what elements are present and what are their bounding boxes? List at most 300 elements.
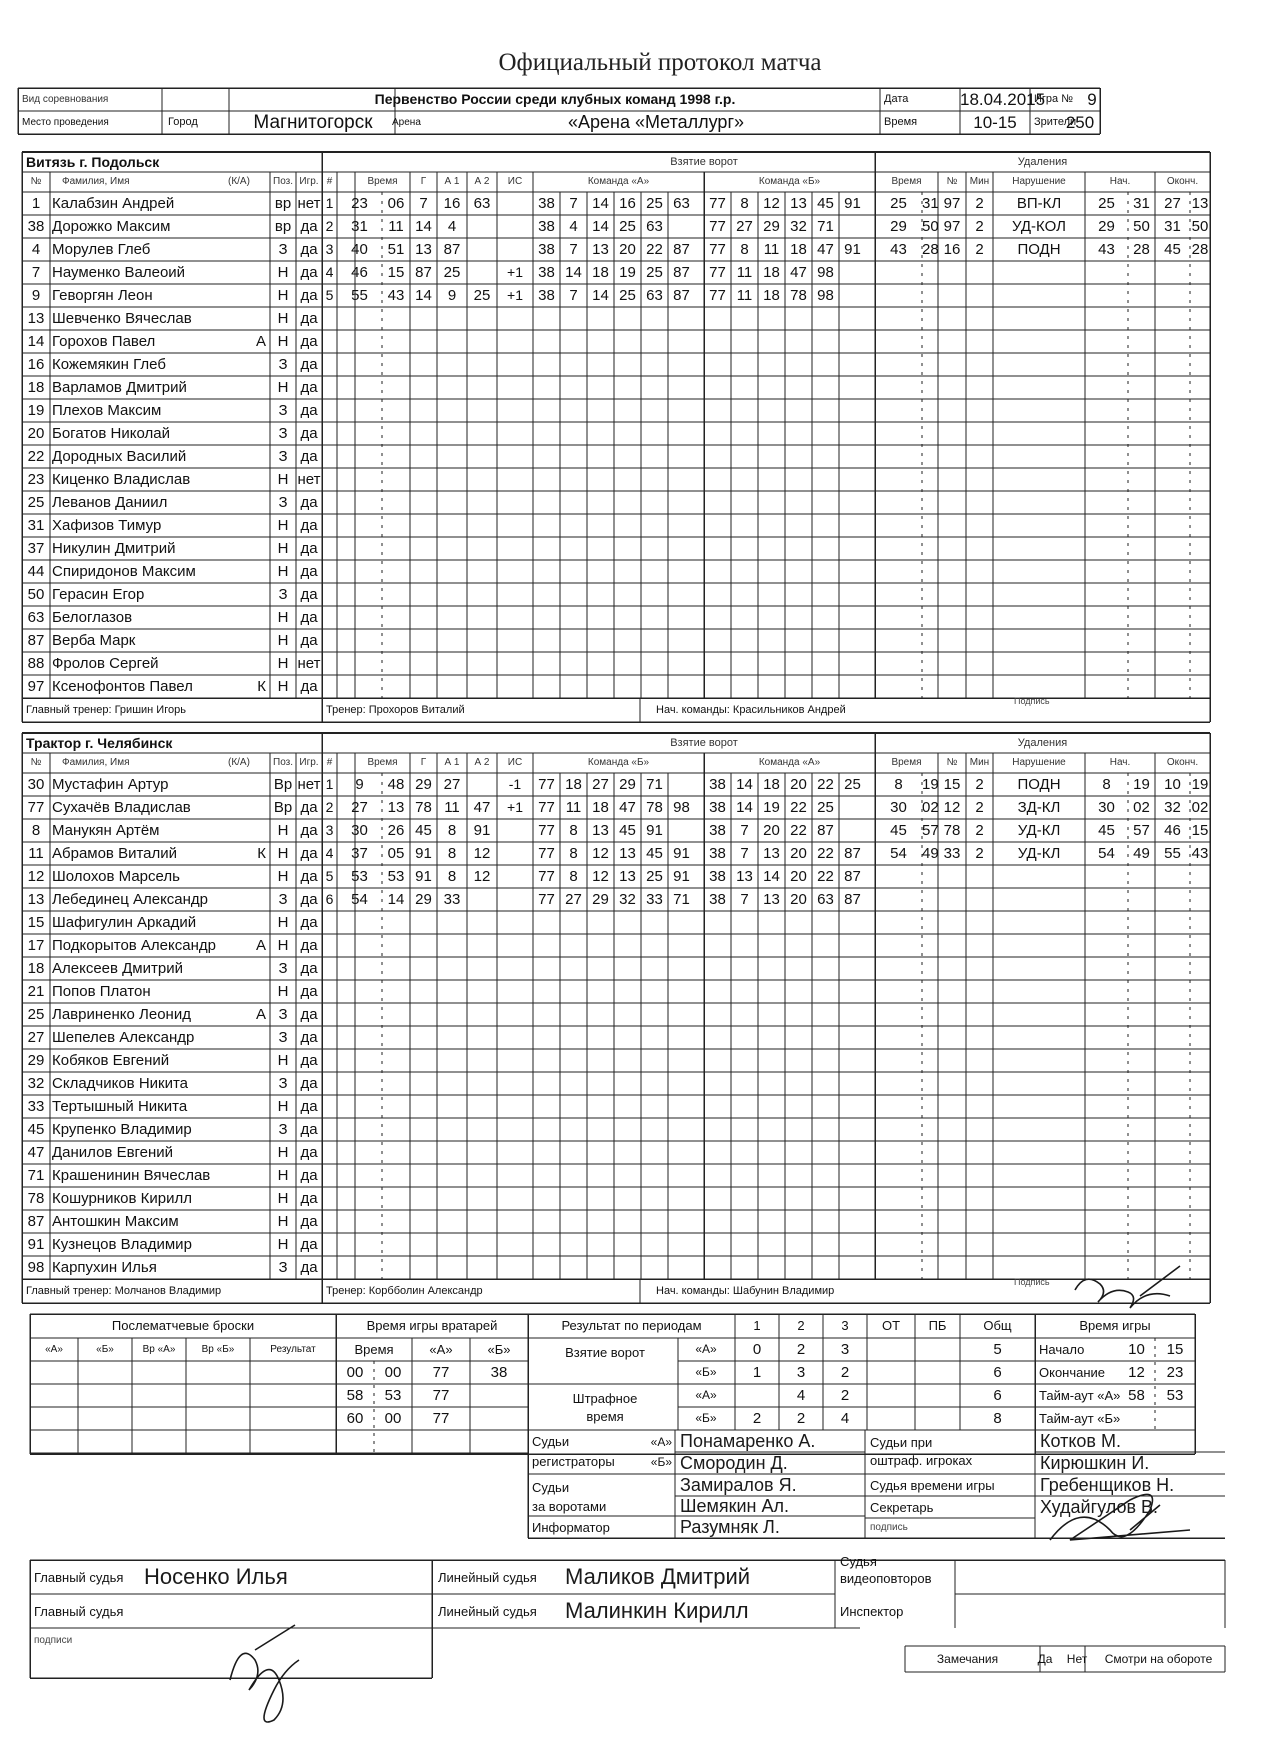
goal-own-on-ice: 18 [565, 776, 582, 793]
goal-opp-on-ice: 11 [763, 241, 780, 258]
penalty-start-second: 49 [1133, 845, 1150, 862]
own-team-lineup-header: Команда «Б» [587, 757, 650, 768]
col-a1-header: А 1 [444, 757, 460, 768]
goal-opp-on-ice: 25 [817, 799, 834, 816]
goal-minute: 46 [351, 264, 368, 281]
period-value [867, 1361, 915, 1384]
goalie-time-a: 77 [432, 1410, 450, 1427]
main-referee-2 [144, 1596, 434, 1626]
period-col-header: 1 [753, 1318, 761, 1333]
inspector-label: Инспектор [840, 1604, 904, 1619]
game-time-label: Начало [1039, 1342, 1085, 1357]
coach: Тренер: Корбболин Александр [326, 1285, 483, 1297]
col-pen-num-header: № [946, 757, 958, 768]
player-name: Горохов Павел [52, 333, 156, 350]
player-name: Данилов Евгений [52, 1144, 174, 1161]
player-played: нет [297, 776, 321, 793]
player-number: 17 [27, 937, 45, 954]
penalty-end-minute: 45 [1164, 241, 1181, 258]
goal-own-on-ice: 77 [538, 822, 555, 839]
player-captain-mark [232, 957, 266, 980]
col-pen-start-header: Нач. [1109, 757, 1131, 768]
penalty-second: 49 [922, 845, 939, 862]
goal-opp-on-ice: 18 [763, 287, 780, 304]
player-position: Н [277, 264, 289, 281]
informer-label: Информатор [532, 1520, 610, 1535]
goal-opp-on-ice: 32 [790, 218, 807, 235]
penalty-end-second: 50 [1191, 218, 1209, 235]
penalty-start-second: 50 [1133, 218, 1150, 235]
goalie-time-minute: 60 [346, 1410, 364, 1427]
game-time-second: 53 [1166, 1387, 1184, 1404]
player-captain-mark [232, 911, 266, 934]
player-played: да [300, 822, 318, 839]
main-referee-1: Носенко Илья [144, 1564, 288, 1589]
game-no-value: 9 [1087, 90, 1097, 109]
col-a2-header: А 2 [474, 757, 490, 768]
goal-own-on-ice: 77 [538, 868, 555, 885]
player-played: да [300, 333, 318, 350]
goal-own-on-ice: 27 [565, 891, 582, 908]
goal-own-on-ice [668, 773, 695, 796]
goal-assist-2: 91 [473, 822, 491, 839]
goal-opp-on-ice [839, 261, 866, 284]
linesman-label-2: Линейный судья [438, 1604, 537, 1619]
player-captain-mark [232, 1164, 266, 1187]
goal-opp-on-ice: 20 [790, 891, 807, 908]
player-played: да [300, 517, 318, 534]
period-value: 2 [796, 1341, 806, 1358]
goal-assist-2 [467, 773, 497, 796]
player-played: да [300, 891, 318, 908]
remarks-label: Замечания [936, 1652, 999, 1666]
player-captain-mark: А [255, 937, 266, 954]
player-name: Верба Марк [52, 632, 136, 649]
goal-assist-2: 12 [473, 845, 491, 862]
head-coach: Главный тренер: Гришин Игорь [26, 704, 186, 716]
col-pen-violation-header: Нарушение [1012, 757, 1066, 768]
goal-judge-2: Шемякин Ал. [680, 1496, 790, 1516]
goal-opp-on-ice: 12 [763, 195, 780, 212]
player-name: Попов Платон [52, 983, 151, 1000]
player-position: Н [277, 845, 289, 862]
player-number: 78 [27, 1190, 45, 1207]
goal-assist-1: 33 [443, 891, 461, 908]
col-pos-header: Поз. [273, 176, 293, 187]
player-position: Н [277, 1144, 289, 1161]
goal-second: 13 [387, 799, 405, 816]
shootout-col-a: «А» [45, 1344, 63, 1355]
goal-own-on-ice: 14 [592, 287, 609, 304]
goal-judges-label: Судьи [532, 1480, 570, 1495]
period-team-tag: «А» [695, 1342, 717, 1356]
goal-opp-on-ice: 13 [736, 868, 753, 885]
goalie-time-b [470, 1407, 528, 1430]
player-position: Н [277, 1167, 289, 1184]
goal-own-on-ice: 25 [619, 287, 636, 304]
player-name: Науменко Валеоий [52, 264, 186, 281]
player-position: З [278, 402, 288, 419]
goal-assist-2 [467, 238, 497, 261]
player-captain-mark [232, 399, 266, 422]
penalty-second: 02 [922, 799, 939, 816]
player-number: 47 [27, 1144, 45, 1161]
goal-own-on-ice: 18 [592, 799, 609, 816]
player-number: 18 [27, 379, 45, 396]
period-value: 8 [993, 1410, 1002, 1427]
player-number: 45 [27, 1121, 45, 1138]
player-position: Н [277, 471, 289, 488]
period-value [915, 1361, 960, 1384]
goal-opp-on-ice: 78 [790, 287, 807, 304]
player-captain-mark [232, 284, 266, 307]
player-played: да [300, 563, 318, 580]
period-value: 2 [752, 1410, 762, 1427]
player-played: нет [297, 655, 321, 672]
registrars-label: Судьи [532, 1434, 570, 1449]
player-number: 97 [27, 678, 45, 695]
player-name: Шепелев Александр [52, 1029, 195, 1046]
goal-opp-on-ice: 13 [790, 195, 807, 212]
goal-opp-on-ice: 77 [709, 241, 726, 258]
coach-signature [1075, 1266, 1180, 1308]
player-captain-mark [232, 215, 266, 238]
goal-second: 06 [387, 195, 405, 212]
goal-opp-on-ice: 20 [790, 776, 807, 793]
goal-opp-on-ice: 77 [709, 195, 726, 212]
player-captain-mark [232, 773, 266, 796]
player-captain-mark [232, 514, 266, 537]
goal-assist-2: 47 [473, 799, 491, 816]
place-label: Место проведения [22, 117, 109, 128]
signature-label: Подпись [1014, 1277, 1050, 1287]
penalty-end-second: 13 [1191, 195, 1209, 212]
player-played: да [300, 494, 318, 511]
main-referee-label: Главный судья [34, 1570, 124, 1585]
player-captain-mark [232, 1187, 266, 1210]
player-name: Крупенко Владимир [52, 1121, 192, 1138]
goal-own-on-ice: 47 [619, 799, 636, 816]
goal-own-on-ice: 19 [619, 264, 636, 281]
player-position: вр [274, 218, 292, 235]
player-position: З [278, 1006, 288, 1023]
goal-own-on-ice: 38 [538, 264, 555, 281]
period-value: 1 [752, 1364, 762, 1381]
col-name-header: Фамилия, Имя [62, 176, 130, 187]
goal-second: 51 [387, 241, 405, 258]
goal-number: 5 [325, 868, 334, 884]
player-name: Карпухин Илья [52, 1259, 157, 1276]
col-g-header: Г [420, 757, 427, 768]
player-number: 9 [31, 287, 41, 304]
goal-own-on-ice: 29 [592, 891, 609, 908]
goal-assist-1: 8 [447, 822, 457, 839]
goal-assist-2 [467, 215, 497, 238]
player-number: 8 [31, 822, 41, 839]
penalty-minutes: 2 [975, 218, 984, 235]
player-number: 63 [27, 609, 45, 626]
period-value: 5 [993, 1341, 1002, 1358]
player-captain-mark [232, 1141, 266, 1164]
player-played: да [300, 356, 318, 373]
player-number: 4 [31, 241, 41, 258]
goal-own-on-ice: 14 [592, 218, 609, 235]
player-captain-mark [232, 238, 266, 261]
penalty-end-second: 28 [1191, 241, 1209, 258]
goal-opp-on-ice: 14 [736, 799, 753, 816]
col-num-header: № [30, 176, 42, 187]
goal-opp-on-ice [839, 284, 866, 307]
signatures-label: подписи [34, 1635, 73, 1646]
goal-opp-on-ice: 20 [763, 822, 780, 839]
goal-number: 4 [325, 845, 334, 861]
registrar-a: Понамаренко А. [680, 1431, 816, 1451]
player-position: Н [277, 655, 289, 672]
penalty-violation: УД-КЛ [1017, 845, 1061, 862]
penalty-start-minute: 8 [1102, 776, 1111, 793]
goal-number: 2 [325, 799, 334, 815]
penalty-start-minute: 29 [1098, 218, 1115, 235]
player-name: Хафизов Тимур [52, 517, 162, 534]
player-played: да [300, 402, 318, 419]
competition-label: Вид соревнования [22, 94, 109, 105]
goal-situation [497, 238, 533, 261]
goal-opp-on-ice: 77 [709, 218, 726, 235]
player-played: да [300, 868, 318, 885]
penalty-start-minute: 30 [1098, 799, 1115, 816]
goal-own-on-ice: 12 [592, 868, 609, 885]
goal-opp-on-ice: 38 [709, 845, 726, 862]
penalty-minute: 54 [890, 845, 907, 862]
goal-own-on-ice: 14 [592, 195, 609, 212]
penalty-start-minute: 54 [1098, 845, 1115, 862]
player-name: Белоглазов [52, 609, 133, 626]
goal-opp-on-ice: 63 [817, 891, 834, 908]
goal-number: 1 [325, 776, 334, 792]
player-name: Складчиков Никита [52, 1075, 189, 1092]
player-played: да [300, 1006, 318, 1023]
player-position: Н [277, 1190, 289, 1207]
goal-opp-on-ice: 11 [736, 287, 753, 304]
goal-own-on-ice: 11 [565, 799, 582, 816]
goal-own-on-ice: 63 [646, 218, 663, 235]
period-col-header: 3 [841, 1318, 849, 1333]
penalty-minute: 43 [890, 241, 907, 258]
penalty-end-minute: 27 [1164, 195, 1181, 212]
goal-opp-on-ice: 22 [790, 822, 807, 839]
goal-assist-2: 25 [473, 287, 491, 304]
penalty-second: 19 [922, 776, 939, 793]
penalties-header: Удаления [1017, 737, 1068, 749]
goal-own-on-ice: 13 [592, 241, 609, 258]
penalty-end-minute: 32 [1164, 799, 1181, 816]
player-number: 37 [27, 540, 45, 557]
player-name: Лебединец Александр [52, 891, 209, 908]
penalty-violation: ЗД-КЛ [1017, 799, 1061, 816]
goal-opp-on-ice: 7 [740, 822, 749, 839]
goal-opp-on-ice [839, 819, 866, 842]
spectators-value: 250 [1065, 113, 1095, 132]
player-captain-mark [232, 796, 266, 819]
col-ka-header: (К/А) [228, 757, 250, 768]
goal-scorer: 29 [415, 776, 432, 793]
head-coach: Главный тренер: Молчанов Владимир [26, 1285, 222, 1297]
goal-minute: 27 [351, 799, 368, 816]
goal-own-on-ice: 87 [673, 241, 690, 258]
timekeeper-label: Судья времени игры [870, 1478, 995, 1493]
goal-opp-on-ice: 77 [709, 264, 726, 281]
goal-minute: 55 [351, 287, 368, 304]
goalie-time-a: 77 [432, 1364, 450, 1381]
date-value: 18.04.2015 [960, 90, 1046, 109]
game-time-second: 23 [1166, 1364, 1184, 1381]
goal-second: 26 [387, 822, 405, 839]
goal-own-on-ice: 77 [538, 799, 555, 816]
player-captain-mark [232, 468, 266, 491]
period-value: 4 [840, 1410, 850, 1427]
goalie-time-title: Время игры вратарей [366, 1318, 498, 1333]
goal-assist-1: 27 [443, 776, 461, 793]
player-name: Алексеев Дмитрий [52, 960, 183, 977]
penalty-player: 15 [943, 776, 961, 793]
goal-opp-on-ice: 25 [844, 776, 861, 793]
shootout-col-b: «Б» [96, 1344, 114, 1355]
goal-opp-on-ice: 98 [817, 287, 834, 304]
goal-opp-on-ice: 47 [817, 241, 834, 258]
period-col-header: Общ [983, 1318, 1012, 1333]
goal-minute: 23 [351, 195, 368, 212]
player-name: Ксенофонтов Павел [52, 678, 193, 695]
player-name: Кожемякин Глеб [52, 356, 166, 373]
player-position: Н [277, 868, 289, 885]
goal-opp-on-ice: 13 [763, 891, 780, 908]
player-number: 23 [27, 471, 45, 488]
goal-own-on-ice: 7 [569, 287, 578, 304]
penalty-start-minute: 45 [1098, 822, 1115, 839]
protocol-title: Официальный протокол матча [498, 49, 822, 76]
col-is-header: ИС [507, 757, 523, 768]
goal-opp-on-ice: 14 [763, 868, 780, 885]
goal-opp-on-ice [839, 796, 866, 819]
player-name: Абрамов Виталий [52, 845, 178, 862]
goal-own-on-ice: 87 [673, 287, 690, 304]
player-number: 15 [27, 914, 45, 931]
col-pen-end-header: Оконч. [1166, 757, 1199, 768]
penalty-minutes: 2 [975, 799, 984, 816]
player-name: Богатов Николай [52, 425, 170, 442]
registrar-b: Смородин Д. [680, 1453, 788, 1473]
goalie-time-second: 00 [384, 1364, 402, 1381]
player-played: нет [297, 195, 321, 212]
goal-opp-on-ice: 11 [736, 264, 753, 281]
player-name: Леванов Даниил [52, 494, 168, 511]
game-time-label: Окончание [1039, 1365, 1106, 1380]
secretary: Худайгулов В. [1040, 1497, 1159, 1517]
goal-own-on-ice: 38 [538, 287, 555, 304]
penalty-start-second: 19 [1133, 776, 1150, 793]
player-position: Н [277, 1098, 289, 1115]
player-name: Подкорытов Александр [52, 937, 216, 954]
goal-assist-2: 63 [473, 195, 491, 212]
player-name: Шолохов Марсель [52, 868, 180, 885]
player-position: Н [277, 563, 289, 580]
shootout-col-gk-b: Вр «Б» [201, 1344, 235, 1355]
goal-opp-on-ice: 87 [844, 845, 861, 862]
goal-assist-1: 87 [443, 241, 461, 258]
period-col-header: ПБ [928, 1318, 947, 1333]
player-number: 88 [27, 655, 45, 672]
player-captain-mark [232, 606, 266, 629]
goal-minute: 30 [351, 822, 368, 839]
goalie-time-col-a: «А» [429, 1342, 453, 1357]
goal-minute: 40 [351, 241, 368, 258]
player-position: З [278, 494, 288, 511]
goal-opp-on-ice: 38 [709, 799, 726, 816]
player-position: З [278, 425, 288, 442]
period-value [867, 1338, 915, 1361]
goal-opp-on-ice: 22 [790, 799, 807, 816]
player-played: да [300, 1075, 318, 1092]
opp-team-lineup-header: Команда «Б» [758, 176, 821, 187]
goal-opp-on-ice: 71 [817, 218, 834, 235]
goal-own-on-ice: 18 [592, 264, 609, 281]
goal-own-on-ice: 91 [646, 822, 663, 839]
player-number: 25 [27, 494, 45, 511]
player-position: Н [277, 517, 289, 534]
col-goal-time-header: Время [367, 757, 398, 768]
goal-opp-on-ice: 38 [709, 891, 726, 908]
player-name: Спиридонов Максим [52, 563, 196, 580]
player-name: Кошурников Кирилл [52, 1190, 193, 1207]
goal-opp-on-ice: 19 [763, 799, 780, 816]
goal-number: 5 [325, 287, 334, 303]
player-name: Дородных Василий [52, 448, 187, 465]
player-position: Н [277, 983, 289, 1000]
period-value [867, 1384, 915, 1407]
goal-own-on-ice: 63 [673, 195, 690, 212]
team-chief: Нач. команды: Красильников Андрей [656, 704, 846, 716]
goal-own-on-ice: 63 [646, 287, 663, 304]
player-position: З [278, 241, 288, 258]
spectators-label: Зрители [1034, 116, 1077, 128]
goal-own-on-ice: 14 [565, 264, 582, 281]
goal-opp-on-ice: 87 [844, 868, 861, 885]
game-time-second: 15 [1166, 1341, 1184, 1358]
goal-own-on-ice: 4 [569, 218, 578, 235]
goal-opp-on-ice: 91 [844, 241, 861, 258]
player-position: З [278, 1121, 288, 1138]
goal-own-on-ice: 25 [646, 195, 663, 212]
goal-own-on-ice: 78 [646, 799, 663, 816]
goal-opp-on-ice: 27 [736, 218, 753, 235]
player-captain-mark [232, 537, 266, 560]
goal-minute: 53 [351, 868, 368, 885]
player-played: да [300, 678, 318, 695]
player-position: Н [277, 287, 289, 304]
linesman-1: Маликов Дмитрий [565, 1564, 751, 1589]
player-number: 77 [27, 799, 45, 816]
goal-minute: 9 [355, 776, 364, 793]
timekeeper: Гребенщиков Н. [1040, 1475, 1175, 1495]
player-captain-mark [232, 629, 266, 652]
player-name: Крашенинин Вячеслав [52, 1167, 211, 1184]
col-pen-start-header: Нач. [1109, 176, 1131, 187]
player-position: Вр [273, 799, 293, 816]
player-name: Дорожко Максим [52, 218, 171, 235]
goal-own-on-ice: 45 [619, 822, 636, 839]
col-g-header: Г [420, 176, 427, 187]
player-name: Фролов Сергей [52, 655, 159, 672]
